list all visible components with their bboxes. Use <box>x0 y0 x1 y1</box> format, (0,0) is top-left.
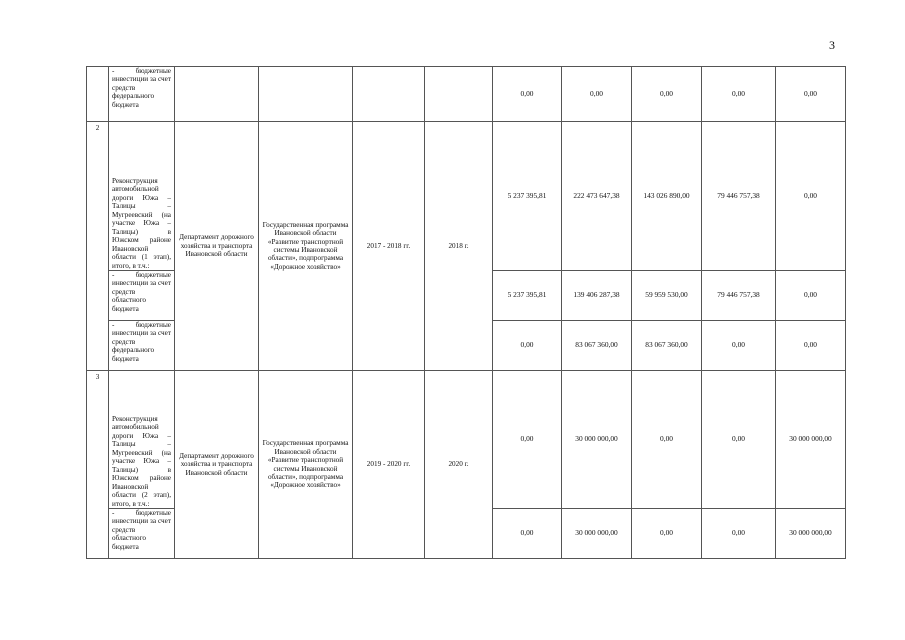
program-cell <box>259 67 353 122</box>
value-cell: 83 067 360,00 <box>632 321 702 371</box>
table-row <box>87 67 846 122</box>
item-name: Реконструкция автомобильной дороги Южа – Талицы – Мугреевский (на участке Южа – Талицы) в Южском районе Ивановской области (1 этап), итого, в т.ч.: <box>109 122 175 271</box>
row-number: 3 <box>87 371 109 559</box>
value-cell: 0,00 <box>632 67 702 122</box>
value-cell: 0,00 <box>702 321 776 371</box>
row-number <box>87 67 109 122</box>
value-cell: 0,00 <box>776 122 846 271</box>
year-cell <box>425 67 493 122</box>
value-cell: 83 067 360,00 <box>562 321 632 371</box>
value-cell: 139 406 287,38 <box>562 271 632 321</box>
item-name: - бюджетные инвестиции за счет средств федерального бюджета <box>109 321 175 371</box>
page-number: 3 <box>829 38 835 52</box>
value-cell: 222 473 647,38 <box>562 122 632 271</box>
value-cell: 0,00 <box>776 67 846 122</box>
value-cell: 0,00 <box>493 67 562 122</box>
value-cell: 0,00 <box>632 509 702 559</box>
year-cell: 2018 г. <box>425 122 493 371</box>
period-cell: 2019 - 2020 гг. <box>353 371 425 559</box>
value-cell: 79 446 757,38 <box>702 271 776 321</box>
value-cell: 0,00 <box>493 371 562 509</box>
period-cell <box>353 67 425 122</box>
value-cell: 0,00 <box>702 67 776 122</box>
value-cell: 143 026 890,00 <box>632 122 702 271</box>
item-name: - бюджетные инвестиции за счет средств федерального бюджета <box>109 67 175 122</box>
value-cell: 5 237 395,81 <box>493 122 562 271</box>
budget-investment-table <box>86 66 846 559</box>
value-cell: 0,00 <box>562 67 632 122</box>
program-cell: Государственная программа Ивановской области «Развитие транспортной системы Ивановской области», подпрограмма «Дорожное хозяйство» <box>259 371 353 559</box>
value-cell: 0,00 <box>702 509 776 559</box>
value-cell: 30 000 000,00 <box>776 509 846 559</box>
value-cell: 0,00 <box>776 321 846 371</box>
item-name: - бюджетные инвестиции за счет средств областного бюджета <box>109 509 175 559</box>
value-cell: 0,00 <box>493 509 562 559</box>
value-cell: 0,00 <box>632 371 702 509</box>
item-name: - бюджетные инвестиции за счет средств областного бюджета <box>109 271 175 321</box>
value-cell: 0,00 <box>702 371 776 509</box>
department-cell <box>175 67 259 122</box>
value-cell: 79 446 757,38 <box>702 122 776 271</box>
department-cell: Департамент дорожного хозяйства и транспорта Ивановской области <box>175 122 259 371</box>
program-cell: Государственная программа Ивановской области «Развитие транспортной системы Ивановской области», подпрограмма «Дорожное хозяйство» <box>259 122 353 371</box>
value-cell: 30 000 000,00 <box>776 371 846 509</box>
value-cell: 0,00 <box>776 271 846 321</box>
item-name: Реконструкция автомобильной дороги Южа – Талицы – Мугреевский (на участке Южа – Талицы) в Южском районе Ивановской области (2 этап), итого, в т.ч.: <box>109 371 175 509</box>
value-cell: 59 959 530,00 <box>632 271 702 321</box>
year-cell: 2020 г. <box>425 371 493 559</box>
table-row <box>87 371 846 509</box>
value-cell: 30 000 000,00 <box>562 509 632 559</box>
period-cell: 2017 - 2018 гг. <box>353 122 425 371</box>
table-row <box>87 122 846 271</box>
row-number: 2 <box>87 122 109 371</box>
value-cell: 0,00 <box>493 321 562 371</box>
value-cell: 5 237 395,81 <box>493 271 562 321</box>
value-cell: 30 000 000,00 <box>562 371 632 509</box>
department-cell: Департамент дорожного хозяйства и транспорта Ивановской области <box>175 371 259 559</box>
